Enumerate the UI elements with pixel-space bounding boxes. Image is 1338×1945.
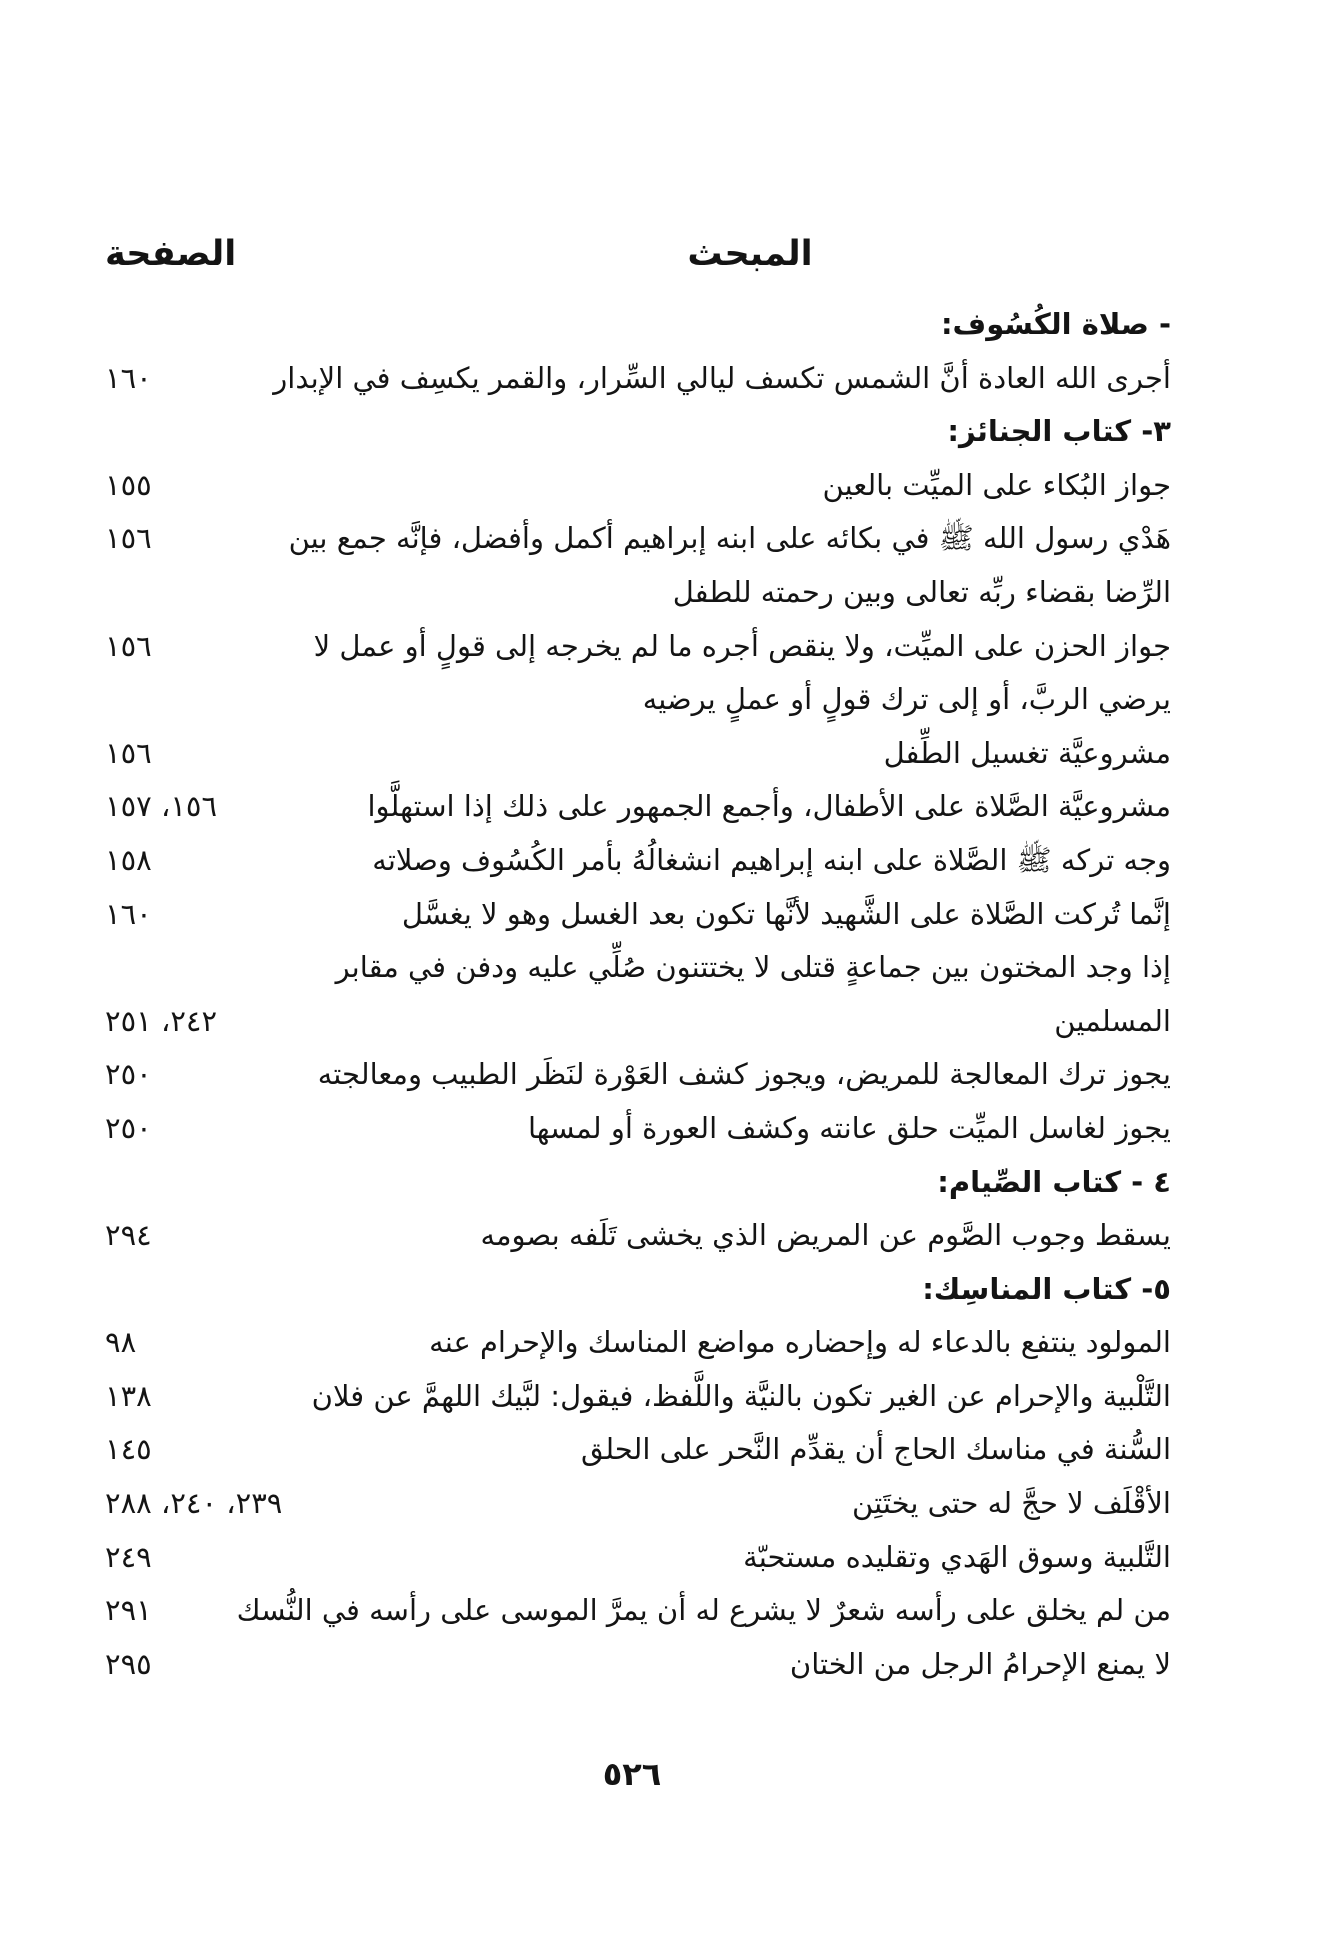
- entry-topic: التَّلبية وسوق الهَدي وتقليده مستحبّة: [743, 1539, 1171, 1574]
- entry-page-numbers: ٢٤٢، ٢٥١: [105, 1003, 218, 1038]
- entry-topic: المسلمين: [1054, 1003, 1171, 1038]
- section-heading: [105, 298, 1171, 352]
- section-heading: [105, 1156, 1171, 1210]
- entry-topic: يجوز لغاسل الميِّت حلق عانته وكشف العورة أو لمسها: [527, 1110, 1171, 1145]
- entry-topic: جواز الحزن على الميِّت، ولا ينقص أجره ما لم يخرجه إلى قولٍ أو عمل لا: [313, 628, 1171, 663]
- index-list: [105, 298, 1171, 1691]
- entry-page-numbers: ١٣٨: [105, 1378, 152, 1413]
- index-entry: [105, 1531, 1171, 1585]
- entry-page-numbers: ٩٨: [105, 1325, 137, 1360]
- index-entry: [105, 1584, 1171, 1638]
- entry-page-numbers: ١٥٦، ١٥٧: [105, 789, 218, 824]
- entry-page-numbers: ١٥٦: [105, 628, 152, 663]
- entry-topic: المولود ينتفع بالدعاء له وإحضاره مواضع المناسك والإحرام عنه: [429, 1325, 1171, 1360]
- entry-topic: إذا وجد المختون بين جماعةٍ قتلى لا يختتنون صُلِّي عليه ودفن في مقابر: [335, 950, 1171, 985]
- index-entry: [105, 1370, 1171, 1424]
- index-entry: [105, 1423, 1171, 1477]
- index-entry: [105, 1048, 1171, 1102]
- entry-page-numbers: ١٤٥: [105, 1432, 152, 1467]
- index-entry: [105, 459, 1171, 513]
- entry-topic: لا يمنع الإحرامُ الرجل من الختان: [789, 1646, 1171, 1681]
- index-entry: [105, 1477, 1171, 1531]
- index-entry-continuation: [105, 995, 1171, 1049]
- entry-topic: مشروعيَّة الصَّلاة على الأطفال، وأجمع الجمهور على ذلك إذا استهلَّوا: [367, 789, 1171, 824]
- entry-page-numbers: ٢٩١: [105, 1593, 152, 1628]
- index-entry-continuation: [105, 673, 1171, 727]
- index-entry: [105, 352, 1171, 406]
- entry-page-numbers: ١٦٠: [105, 896, 152, 931]
- index-entry: [105, 888, 1171, 942]
- entry-page-numbers: ٢٣٩، ٢٤٠، ٢٨٨: [105, 1486, 283, 1521]
- section-heading: [105, 405, 1171, 459]
- entry-page-numbers: ١٥٥: [105, 467, 152, 502]
- entry-topic: إنَّما تُركت الصَّلاة على الشَّهيد لأنَّها تكون بعد الغسل وهو لا يغسَّل: [401, 896, 1171, 931]
- entry-topic: هَدْي رسول الله ﷺ في بكائه على ابنه إبراهيم أكمل وأفضل، فإنَّه جمع بين: [288, 521, 1171, 556]
- section-heading-title: ٤ - كتاب الصِّيام:: [937, 1164, 1171, 1199]
- index-entry-continuation: [105, 566, 1171, 620]
- entry-topic: السُّنة في مناسك الحاج أن يقدِّم النَّحر على الحلق: [581, 1432, 1171, 1467]
- index-entry: [105, 834, 1171, 888]
- index-entry: [105, 780, 1171, 834]
- entry-page-numbers: ٢٥٠: [105, 1110, 152, 1145]
- entry-topic: من لم يخلق على رأسه شعرٌ لا يشرع له أن يمرَّ الموسى على رأسه في النُّسك: [236, 1593, 1171, 1628]
- column-header-page: الصفحة: [105, 234, 237, 274]
- index-entry: [105, 1316, 1171, 1370]
- entry-page-numbers: ١٥٦: [105, 521, 152, 556]
- index-entry: [105, 1102, 1171, 1156]
- entry-topic: يرضي الربَّ، أو إلى ترك قولٍ أو عملٍ يرضيه: [642, 682, 1171, 717]
- section-heading-title: ٣- كتاب الجنائز:: [947, 414, 1171, 449]
- entry-topic: الأقْلَف لا حجَّ له حتى يختَتِن: [852, 1486, 1171, 1521]
- page-number: ٥٢٦: [602, 1755, 662, 1793]
- entry-topic: أجرى الله العادة أنَّ الشمس تكسف ليالي السِّرار، والقمر يكسِف في الإبدار: [273, 360, 1171, 395]
- entry-page-numbers: ١٦٠: [105, 360, 152, 395]
- entry-topic: مشروعيَّة تغسيل الطِّفل: [883, 735, 1171, 770]
- entry-page-numbers: ١٥٨: [105, 842, 152, 877]
- section-heading-title: - صلاة الكُسُوف:: [940, 307, 1171, 341]
- index-entry: [105, 1209, 1171, 1263]
- index-entry: [105, 512, 1171, 566]
- column-header-topic: المبحث: [687, 234, 813, 274]
- entry-page-numbers: ١٥٦: [105, 735, 152, 770]
- entry-topic: وجه تركه ﷺ الصَّلاة على ابنه إبراهيم انشغالُهُ بأمر الكُسُوف وصلاته: [372, 842, 1171, 877]
- entry-page-numbers: ٢٤٩: [105, 1539, 152, 1574]
- index-entry: [105, 1638, 1171, 1692]
- entry-topic: يسقط وجوب الصَّوم عن المريض الذي يخشى تَلَفه بصومه: [480, 1218, 1171, 1253]
- index-entry: [105, 941, 1171, 995]
- entry-topic: يجوز ترك المعالجة للمريض، ويجوز كشف العَوْرة لنَظَر الطبيب ومعالجته: [317, 1057, 1171, 1092]
- index-entry: [105, 727, 1171, 781]
- index-entry: [105, 620, 1171, 674]
- entry-page-numbers: ٢٩٥: [105, 1646, 152, 1681]
- entry-topic: التَّلْبية والإحرام عن الغير تكون بالنيَّة واللَّفظ، فيقول: لبَّيك اللهمَّ عن فلان: [311, 1378, 1171, 1413]
- entry-page-numbers: ٢٩٤: [105, 1218, 152, 1253]
- section-heading: [105, 1263, 1171, 1317]
- entry-topic: الرِّضا بقضاء ربِّه تعالى وبين رحمته للطفل: [672, 574, 1171, 609]
- section-heading-title: ٥- كتاب المناسِك:: [922, 1271, 1171, 1306]
- entry-topic: جواز البُكاء على الميِّت بالعين: [822, 467, 1171, 502]
- entry-page-numbers: ٢٥٠: [105, 1057, 152, 1092]
